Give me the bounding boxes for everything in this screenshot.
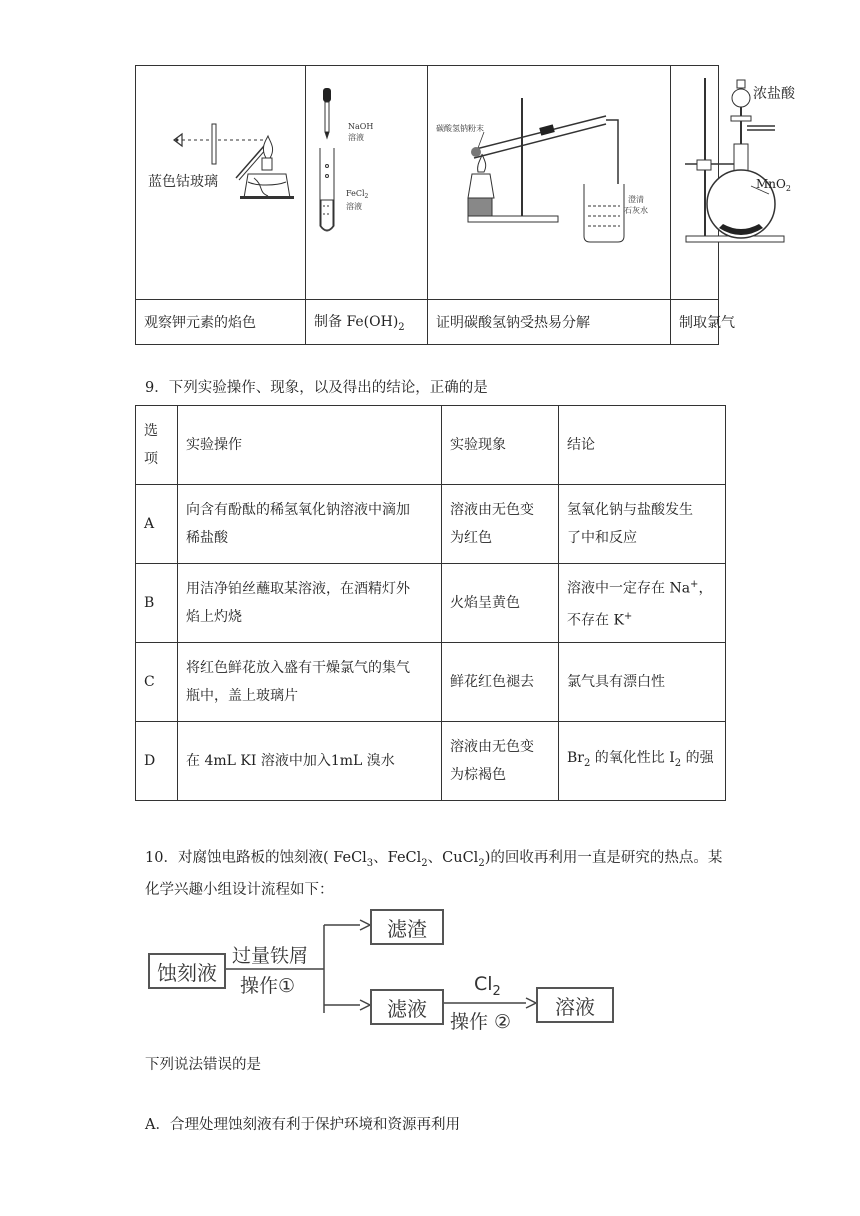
caption-chlorine: 制取氯气 — [671, 300, 719, 345]
row-option: A — [136, 485, 178, 564]
row-conclusion: $Br_2$ 的氧化性比 $I_2$ 的强 — [559, 722, 726, 801]
q10-prompt: 下列说法错误的是 — [145, 1057, 261, 1073]
figure-cell-chlorine — [671, 66, 795, 300]
feoh2-figure — [306, 66, 428, 295]
row-phenomenon: 鲜花红色褪去 — [442, 643, 559, 722]
caption-flame: 观察钾元素的焰色 — [136, 300, 306, 345]
row-conclusion: 溶液中一定存在 Na+， 不存在 K+ — [559, 564, 726, 643]
naoh-label: NaOH — [348, 122, 374, 131]
nahco3-figure — [428, 66, 671, 295]
row-operation: 用洁净铂丝蘸取某溶液，在酒精灯外 焰上灼烧 — [178, 564, 442, 643]
powder-label: 碳酸氢钠粉末 — [436, 124, 484, 133]
table-row — [136, 564, 726, 643]
q10-stem-line2: 化学兴趣小组设计流程如下： — [145, 882, 334, 898]
flame-test-figure — [136, 66, 306, 295]
flow-residue-box: 滤渣 — [370, 909, 444, 945]
row-option: D — [136, 722, 178, 801]
flow-label-op2: 操作 ② — [450, 1011, 512, 1033]
chlorine-figure — [671, 66, 795, 295]
flow-label-iron: 过量铁屑 — [232, 945, 309, 967]
table-row — [136, 643, 726, 722]
naoh-solution-label: 溶液 — [348, 133, 364, 142]
fecl2-label: FeCl$_2$ — [346, 189, 369, 200]
q9-stem: 9．下列实验操作、现象，以及得出的结论，正确的是 — [145, 380, 488, 396]
header-phenomenon: 实验现象 — [442, 406, 559, 485]
flow-label-cl2: $Cl_2$ — [474, 973, 501, 999]
row-option: B — [136, 564, 178, 643]
caption-nahco3: 证明碳酸氢钠受热易分解 — [428, 300, 671, 345]
row-option: C — [136, 643, 178, 722]
caption-feoh2: 制备 $Fe(OH)_2$ — [306, 300, 428, 345]
table-row — [136, 485, 726, 564]
experiment-figure-table — [135, 65, 795, 345]
header-option: 选 项 — [136, 406, 178, 485]
flow-filtrate-box: 滤液 — [370, 989, 444, 1025]
figure-cell-flame — [136, 66, 306, 300]
row-phenomenon: 溶液由无色变 为红色 — [442, 485, 559, 564]
cobalt-glass-label: 蓝色钴玻璃 — [148, 174, 218, 190]
flow-solution-box: 溶液 — [536, 987, 614, 1023]
row-phenomenon: 火焰呈黄色 — [442, 564, 559, 643]
figure-cell-nahco3 — [428, 66, 671, 300]
row-conclusion: 氯气具有漂白性 — [559, 643, 726, 722]
flow-start-box: 蚀刻液 — [148, 953, 226, 989]
table-row — [136, 722, 726, 801]
header-conclusion: 结论 — [559, 406, 726, 485]
figure-cell-feoh2 — [306, 66, 428, 300]
row-phenomenon: 溶液由无色变 为棕褐色 — [442, 722, 559, 801]
process-flow-diagram — [148, 905, 618, 1035]
lime-label-1: 澄清 — [628, 195, 644, 204]
fecl2-solution-label: 溶液 — [346, 202, 362, 211]
row-conclusion: 氢氧化钠与盐酸发生 了中和反应 — [559, 485, 726, 564]
lime-label-2: 石灰水 — [624, 206, 648, 215]
header-operation: 实验操作 — [178, 406, 442, 485]
row-operation: 向含有酚酞的稀氢氧化钠溶液中滴加 稀盐酸 — [178, 485, 442, 564]
flow-label-op1: 操作① — [240, 975, 296, 997]
row-operation: 在 4mL KI 溶液中加入1mL 溴水 — [178, 722, 442, 801]
q10-option-a: A．合理处理蚀刻液有利于保护环境和资源再利用 — [145, 1117, 460, 1133]
row-operation: 将红色鲜花放入盛有干燥氯气的集气 瓶中，盖上玻璃片 — [178, 643, 442, 722]
mno2-label: MnO$_2$ — [756, 177, 791, 193]
q9-table — [135, 405, 726, 801]
q10-stem-line1: 10．对腐蚀电路板的蚀刻液( FeCl$_3$、FeCl$_2$、CuCl$_2$)的回收再利用一直是研究的热点。某 — [145, 850, 723, 869]
acid-label: 浓盐酸 — [753, 86, 795, 102]
